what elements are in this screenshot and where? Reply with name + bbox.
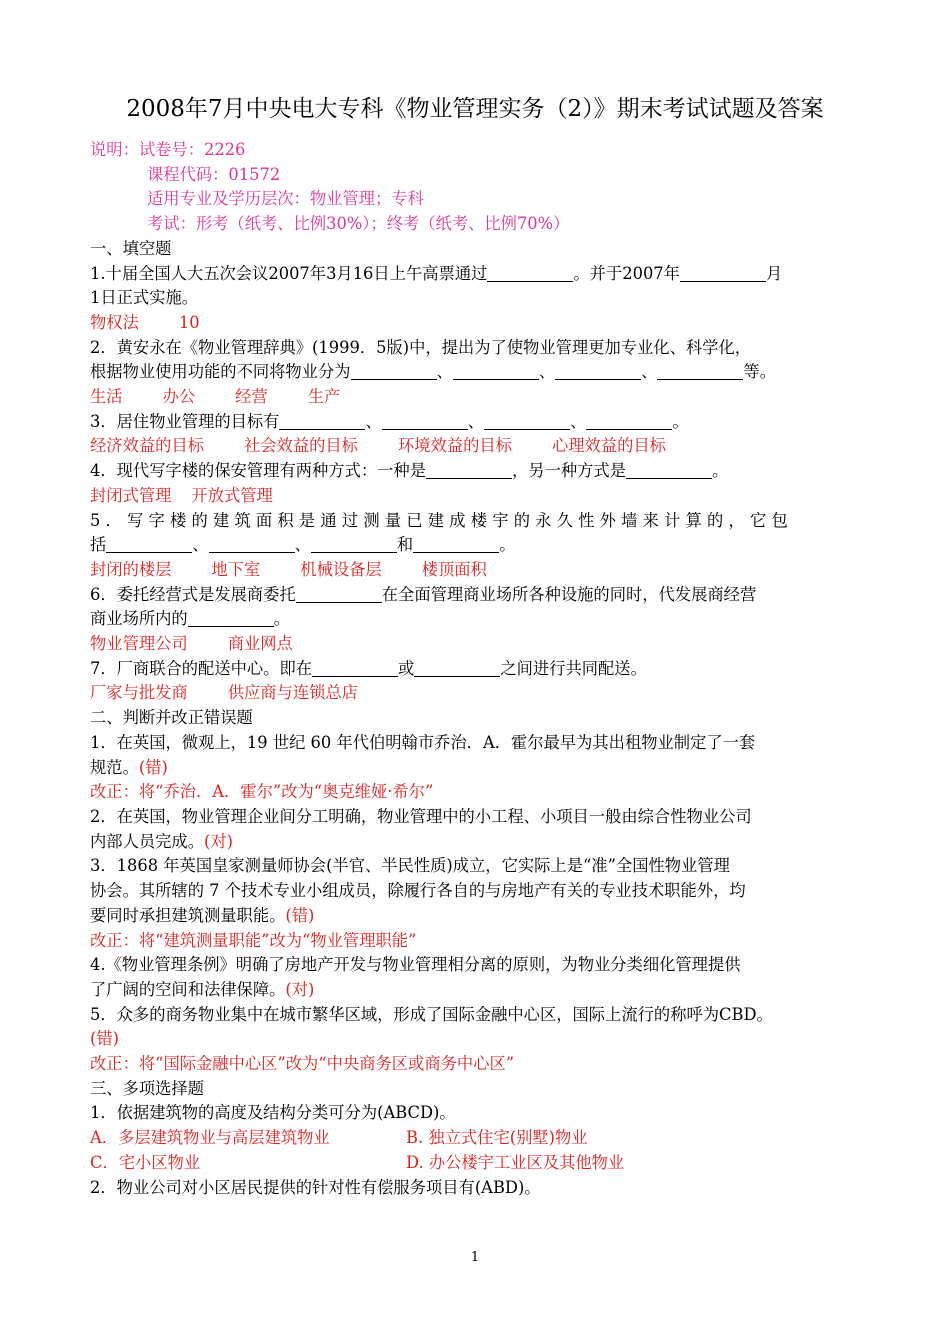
multi-1: 1．依据建筑物的高度及结构分类可分为(ABCD)。 [90, 1103, 456, 1123]
verdict-mark: (错) [285, 905, 315, 925]
answer-7: 厂家与批发商 供应商与连锁总店 [90, 683, 358, 703]
exam-format: 考试：形考（纸考、比例30%）；终考（纸考、比例70%） [147, 214, 570, 234]
judge-3-cont: 协会。其所辖的 7 个技术专业小组成员，除履行各自的与房地产有关的专业技术职能外，均 [90, 881, 746, 901]
exam-label: 说明：试卷号：2226 [90, 140, 246, 159]
document-page [90, 92, 860, 1200]
judge-1-cont: 规范。(错) [90, 757, 168, 777]
answer-blank [657, 361, 743, 380]
answer-blank [279, 411, 365, 430]
answer-5: 封闭的楼层 地下室 机械设备层 楼顶面积 [90, 559, 487, 579]
question-6-cont: 商业场所内的 。 [90, 609, 290, 629]
verdict-mark: (错) [90, 1029, 119, 1049]
judge-4-cont: 了广阔的空间和法律保障。(对) [90, 979, 315, 999]
answer-6: 物业管理公司 商业网点 [90, 634, 293, 654]
answer-blank [382, 411, 468, 430]
judge-3-correction: 改正：将“建筑测量职能”改为“物业管理职能” [90, 930, 417, 950]
question-5: 5．写字楼的建筑面积是通过测量已建成楼宇的永久性外墙来计算的，它包 [90, 510, 793, 530]
question-6: 6．委托经营式是发展商委托 在全面管理商业场所各种设施的同时，代发展商经营 [90, 584, 757, 604]
document-title: 2008年7月中央电大专科《物业管理实务（2）》期末考试试题及答案 [126, 96, 824, 122]
judge-1-correction: 改正：将“乔治．A．霍尔”改为“奥克维娅·希尔” [90, 782, 434, 802]
answer-blank [311, 534, 397, 553]
major-level: 适用专业及学历层次：物业管理；专科 [147, 189, 424, 209]
page-number: 1 [470, 1250, 480, 1265]
course-code: 课程代码：01572 [147, 164, 281, 184]
question-1: 1.十届全国人大五次会议2007年3月16日上午高票通过 。并于2007年 月 [90, 263, 783, 283]
judge-4: 4.《物业管理条例》明确了房地产开发与物业管理相分离的原则，为物业分类细化管理提供 [90, 955, 741, 975]
answer-blank [453, 361, 539, 380]
answer-blank [555, 361, 641, 380]
answer-blank [626, 460, 712, 479]
answer-4: 封闭式管理 开放式管理 [90, 485, 273, 505]
answer-blank [484, 411, 570, 430]
judge-2-cont: 内部人员完成。(对) [90, 831, 233, 851]
answer-blank [296, 584, 382, 603]
answer-blank [188, 608, 274, 627]
section-heading-judge: 二、判断并改正错误题 [90, 708, 253, 728]
judge-5-correction: 改正：将“国际金融中心区”改为“中央商务区或商务中心区” [90, 1054, 515, 1074]
judge-3: 3．1868 年英国皇家测量师协会(半官、半民性质)成立，它实际上是“准”全国性物业管理 [90, 856, 730, 876]
section-heading-multi: 三、多项选择题 [90, 1078, 204, 1098]
multi-1-options-cd: C．宅小区物业 D. 办公楼宇工业区及其他物业 [90, 1152, 625, 1172]
multi-2: 2．物业公司对小区居民提供的针对性有偿服务项目有(ABD)。 [90, 1177, 541, 1197]
answer-blank [312, 658, 398, 677]
judge-5: 5．众多的商务物业集中在城市繁华区域，形成了国际金融中心区，国际上流行的称呼为CBD。 [90, 1004, 773, 1024]
answer-blank [209, 534, 295, 553]
answer-2: 生活 办公 经营 生产 [90, 387, 341, 407]
answer-blank [413, 534, 499, 553]
answer-blank [487, 263, 573, 282]
question-7: 7．厂商联合的配送中心。即在 或 之间进行共同配送。 [90, 658, 647, 678]
section-heading-fill: 一、填空题 [90, 238, 172, 258]
judge-1: 1．在英国，微观上，19 世纪 60 年代伯明翰市乔治．A．霍尔最早为其出租物业制定了一套 [90, 732, 756, 752]
question-2-cont: 根据物业使用功能的不同将物业分为 、 、 、 等。 [90, 362, 776, 382]
answer-blank [586, 411, 672, 430]
verdict-mark: (对) [203, 831, 233, 851]
multi-1-options-ab: A．多层建筑物业与高层建筑物业 B. 独立式住宅(别墅)物业 [90, 1128, 588, 1148]
answer-blank [106, 534, 192, 553]
verdict-mark: (对) [285, 979, 315, 999]
question-1-cont: 1日正式实施。 [90, 288, 199, 308]
judge-2: 2．在英国，物业管理企业间分工明确，物业管理中的小工程、小项目一般由综合性物业公司 [90, 806, 752, 826]
question-2: 2．黄安永在《物业管理辞典》(1999．5版)中，提出为了使物业管理更加专业化、科学化， [90, 337, 751, 357]
question-5-cont: 括 、 、 和 。 [90, 535, 516, 555]
question-3: 3．居住物业管理的目标有 、 、 、 。 [90, 411, 689, 431]
question-4: 4．现代写字楼的保安管理有两种方式：一种是 ，另一种方式是 。 [90, 461, 729, 481]
answer-blank [414, 658, 500, 677]
answer-1: 物权法 10 [90, 312, 200, 332]
judge-3-cont2: 要同时承担建筑测量职能。(错) [90, 905, 315, 925]
answer-blank [426, 460, 512, 479]
answer-blank [351, 361, 437, 380]
verdict-mark: (错) [138, 757, 168, 777]
answer-blank [680, 263, 766, 282]
answer-3: 经济效益的目标 社会效益的目标 环境效益的目标 心理效益的目标 [90, 436, 666, 456]
